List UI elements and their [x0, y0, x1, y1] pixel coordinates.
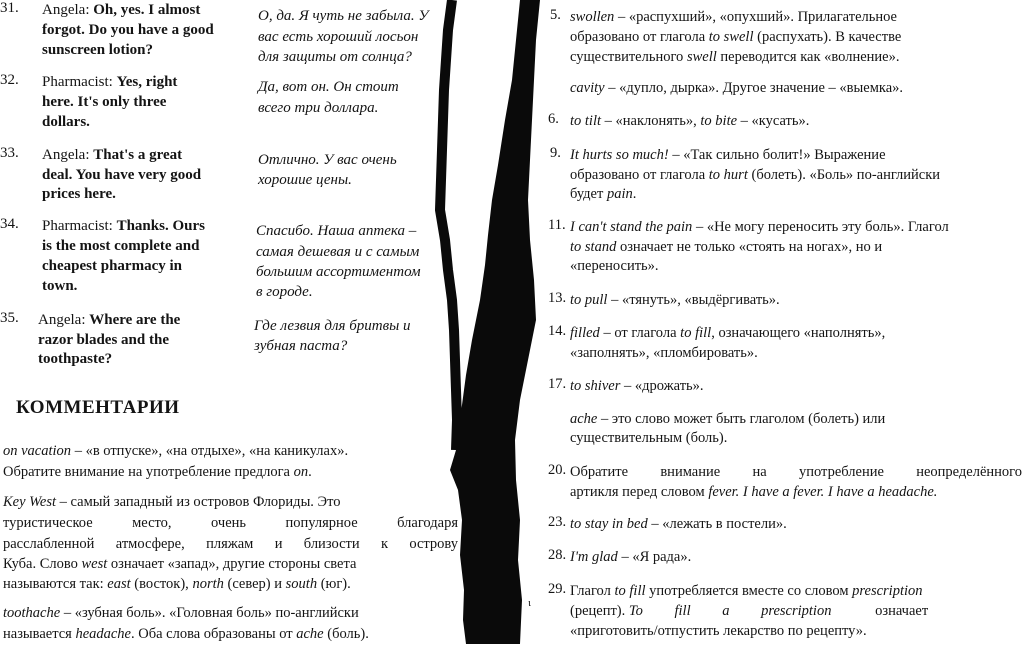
english-text: That's a great [93, 147, 183, 163]
comment-line: It hurts so much! – «Так сильно болит!» Выражение [570, 147, 886, 163]
english-text: forgot. Do you have a good [42, 22, 214, 38]
gap-edge [440, 0, 457, 450]
english-text: prices here. [42, 186, 116, 202]
english-text: is the most complete and [42, 238, 200, 254]
item-number: 28. [548, 547, 567, 563]
comment-line: swollen – «распухший», «опухший». Прилагательное [570, 9, 897, 25]
comment-line: to pull – «тянуть», «выдёргивать». [570, 292, 780, 308]
russian-line: большим ассортиментом [256, 264, 421, 280]
comment-line: cavity – «дупло, дырка». Другое значение – «выемка». [570, 80, 904, 96]
english-text: Oh, yes. I almost [93, 2, 201, 18]
comment-line: to stand означает не только «стоять на ногах», но и [570, 239, 883, 255]
english-text: dollars. [42, 114, 90, 130]
english-text: cheapest pharmacy in [42, 258, 182, 274]
russian-line: самая дешевая и с самым [256, 244, 420, 260]
speaker-label: Pharmacist: [42, 218, 113, 234]
speaker-label: Angela: [42, 147, 90, 163]
russian-line: для защиты от солнца? [258, 49, 412, 65]
english-text: Thanks. Ours [116, 218, 205, 234]
line-number: 34. [0, 216, 19, 232]
comment-line: «переносить». [570, 258, 659, 274]
item-number: 23. [548, 514, 567, 530]
comment-line: «заполнять», «пломбировать». [570, 345, 758, 361]
russian-line: хорошие цены. [258, 172, 352, 188]
comment-line: туристическое место, очень популярное благодаря [3, 515, 458, 531]
russian-line: в городе. [256, 284, 313, 300]
comment-line: Обратите внимание на употребление неопределённого [570, 464, 1022, 480]
comment-line: существительного swell переводится как «волнение». [570, 49, 900, 65]
comment-line: будет pain. [570, 186, 637, 202]
item-number: 14. [548, 323, 567, 339]
comment-line: называются так: east (восток), north (север) и south (юг). [3, 576, 351, 592]
comment-line: образовано от глагола to swell (распухать). В качестве [570, 29, 902, 45]
item-number: 13. [548, 290, 567, 306]
comment-line: to shiver – «дрожать». [570, 378, 704, 394]
russian-line: О, да. Я чуть не забыла. У [258, 8, 429, 24]
russian-line: вас есть хороший лосьон [258, 29, 419, 45]
line-number: 33. [0, 145, 19, 161]
comment-line: называется headache. Оба слова образованы от ache (боль). [3, 626, 369, 642]
english-text: razor blades and the [38, 332, 169, 348]
comment-line: Key West – самый западный из островов Флориды. Это [3, 494, 341, 510]
comment-line: on vacation – «в отпуске», «на отдыхе», «на каникулах». [3, 443, 349, 459]
gap-shape [450, 0, 540, 644]
comment-line: to tilt – «наклонять», to bite – «кусать». [570, 113, 810, 129]
comment-line: Обратите внимание на употребление предлога on. [3, 464, 312, 480]
comment-line: образовано от глагола to hurt (болеть). «Боль» по-английски [570, 167, 941, 183]
line-number: 31. [0, 0, 19, 16]
english-text: deal. You have very good [42, 167, 202, 183]
item-number: 9. [550, 145, 561, 161]
item-number: 17. [548, 376, 567, 392]
item-number: 29. [548, 581, 567, 597]
comment-line: Глагол to fill употребляется вместе со словом prescription [570, 583, 923, 599]
comment-line: (рецепт). To fill a prescription означает [570, 603, 929, 619]
line-number: 35. [0, 310, 19, 326]
russian-line: всего три доллара. [258, 100, 379, 116]
item-number: 20. [548, 462, 567, 478]
comment-line: I'm glad – «Я рада». [570, 549, 692, 565]
comment-line: I can't stand the pain – «Не могу переносить эту боль». Глагол [570, 219, 949, 235]
stray-mark: ι [528, 597, 531, 609]
comment-line: существительным (боль). [570, 430, 728, 446]
comment-line: filled – от глагола to fill, означающего «наполнять», [570, 325, 886, 341]
english-text: town. [42, 278, 78, 294]
english-text: here. It's only three [42, 94, 167, 110]
item-number: 6. [548, 111, 559, 127]
comment-line: расслабленной атмосфере, пляжам и близости к острову [3, 536, 458, 552]
comment-line: to stay in bed – «лежать в постели». [570, 516, 787, 532]
speaker-label: Pharmacist: [42, 74, 113, 90]
line-number: 32. [0, 72, 19, 88]
comment-line: Куба. Слово west означает «запад», другие стороны света [3, 556, 357, 572]
russian-line: Где лезвия для бритвы и [254, 318, 411, 334]
section-heading: КОММЕНТАРИИ [16, 397, 180, 418]
russian-line: Да, вот он. Он стоит [258, 79, 399, 95]
english-text: toothpaste? [38, 351, 113, 367]
english-text: sunscreen lotion? [42, 42, 153, 58]
comment-line: ache – это слово может быть глаголом (болеть) или [570, 411, 886, 427]
russian-line: зубная паста? [254, 338, 348, 354]
comment-line: «приготовить/отпустить лекарство по рецепту». [570, 623, 867, 639]
speaker-label: Angela: [38, 312, 86, 328]
comment-line: toothache – «зубная боль». «Головная боль» по-английски [3, 605, 359, 621]
russian-line: Спасибо. Наша аптека – [256, 223, 417, 239]
item-number: 11. [548, 217, 566, 233]
russian-line: Отлично. У вас очень [258, 152, 397, 168]
english-text: Where are the [89, 312, 181, 328]
speaker-label: Angela: [42, 2, 90, 18]
comment-line: артикля перед словом fever. I have a fever. I have a headache. [570, 484, 938, 500]
english-text: Yes, right [116, 74, 178, 90]
item-number: 5. [550, 7, 561, 23]
